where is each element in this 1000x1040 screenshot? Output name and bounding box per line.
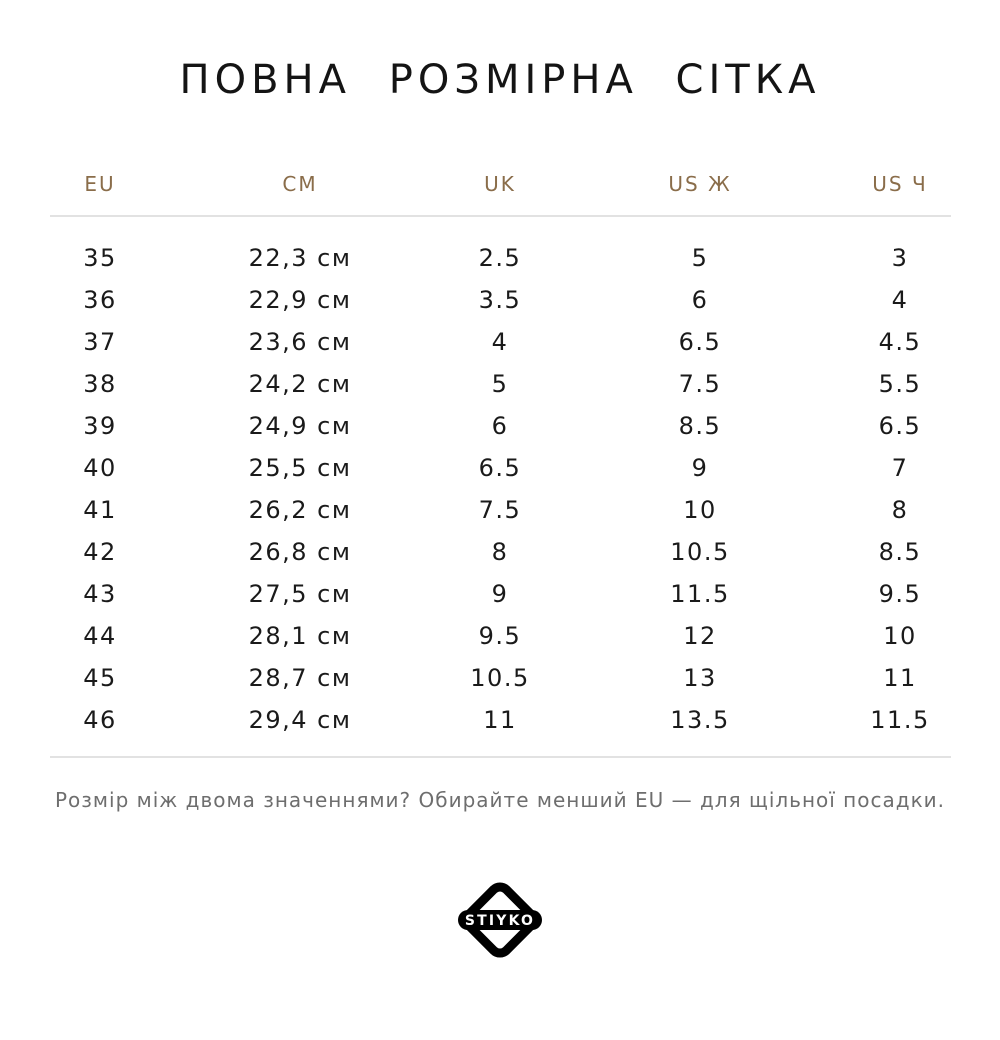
cell-us-women: 7.5	[678, 370, 722, 398]
table-row	[0, 279, 1000, 321]
cell-us-men: 4.5	[878, 328, 922, 356]
table-row	[0, 489, 1000, 531]
cell-cm: 24,2 см	[248, 370, 352, 398]
table-row	[0, 615, 1000, 657]
column-header-cm: CM	[282, 172, 318, 196]
cell-cm: 25,5 см	[248, 454, 352, 482]
cell-uk: 8	[491, 538, 509, 566]
cell-us-men: 11.5	[870, 706, 930, 734]
cell-cm: 27,5 см	[248, 580, 352, 608]
cell-us-men: 7	[891, 454, 909, 482]
cell-us-men: 10	[883, 622, 917, 650]
cell-uk: 11	[483, 706, 517, 734]
cell-uk: 2.5	[478, 244, 522, 272]
cell-cm: 28,7 см	[248, 664, 352, 692]
cell-us-women: 10.5	[670, 538, 730, 566]
cell-us-women: 5	[691, 244, 709, 272]
cell-uk: 4	[491, 328, 509, 356]
cell-uk: 5	[491, 370, 509, 398]
cell-eu: 35	[83, 244, 117, 272]
cell-us-women: 6	[691, 286, 709, 314]
cell-cm: 26,8 см	[248, 538, 352, 566]
cell-us-men: 4	[891, 286, 909, 314]
cell-us-women: 6.5	[678, 328, 722, 356]
table-body	[0, 237, 1000, 741]
cell-cm: 22,3 см	[248, 244, 352, 272]
cell-us-women: 12	[683, 622, 717, 650]
cell-eu: 38	[83, 370, 117, 398]
column-header-us-women: US Ж	[668, 172, 732, 196]
cell-us-men: 8	[891, 496, 909, 524]
cell-eu: 42	[83, 538, 117, 566]
table-row	[0, 657, 1000, 699]
table-header-row	[0, 160, 1000, 206]
table-row	[0, 447, 1000, 489]
cell-cm: 24,9 см	[248, 412, 352, 440]
cell-cm: 26,2 см	[248, 496, 352, 524]
cell-uk: 3.5	[478, 286, 522, 314]
cell-us-women: 13	[683, 664, 717, 692]
cell-us-men: 8.5	[878, 538, 922, 566]
cell-cm: 29,4 см	[248, 706, 352, 734]
cell-us-men: 3	[891, 244, 909, 272]
fit-note: Розмір між двома значеннями? Обирайте менший EU — для щільної посадки.	[55, 788, 945, 812]
cell-us-women: 13.5	[670, 706, 730, 734]
table-row	[0, 363, 1000, 405]
table-row	[0, 237, 1000, 279]
table-row	[0, 573, 1000, 615]
table-divider-top	[50, 215, 951, 217]
cell-cm: 22,9 см	[248, 286, 352, 314]
cell-uk: 9.5	[478, 622, 522, 650]
cell-us-men: 6.5	[878, 412, 922, 440]
cell-uk: 7.5	[478, 496, 522, 524]
table-divider-bottom	[50, 756, 951, 758]
cell-us-women: 10	[683, 496, 717, 524]
stiyko-logo-icon	[456, 876, 544, 964]
table-row	[0, 321, 1000, 363]
column-header-uk: UK	[484, 172, 516, 196]
cell-eu: 41	[83, 496, 117, 524]
table-row	[0, 699, 1000, 741]
cell-eu: 36	[83, 286, 117, 314]
cell-eu: 40	[83, 454, 117, 482]
logo-text: STIYKO	[464, 913, 536, 929]
page-title: ПОВНА РОЗМІРНА СІТКА	[179, 57, 821, 103]
cell-eu: 44	[83, 622, 117, 650]
cell-us-women: 8.5	[678, 412, 722, 440]
cell-eu: 39	[83, 412, 117, 440]
cell-us-men: 11	[883, 664, 917, 692]
table-row	[0, 531, 1000, 573]
cell-uk: 6.5	[478, 454, 522, 482]
cell-eu: 37	[83, 328, 117, 356]
cell-cm: 23,6 см	[248, 328, 352, 356]
size-table	[0, 160, 1000, 206]
cell-uk: 9	[491, 580, 509, 608]
cell-eu: 46	[83, 706, 117, 734]
cell-uk: 10.5	[470, 664, 530, 692]
cell-eu: 45	[83, 664, 117, 692]
cell-us-women: 11.5	[670, 580, 730, 608]
cell-uk: 6	[491, 412, 509, 440]
table-row	[0, 405, 1000, 447]
column-header-us-men: US Ч	[872, 172, 928, 196]
cell-cm: 28,1 см	[248, 622, 352, 650]
cell-us-women: 9	[691, 454, 709, 482]
column-header-eu: EU	[84, 172, 116, 196]
cell-eu: 43	[83, 580, 117, 608]
cell-us-men: 9.5	[878, 580, 922, 608]
cell-us-men: 5.5	[878, 370, 922, 398]
